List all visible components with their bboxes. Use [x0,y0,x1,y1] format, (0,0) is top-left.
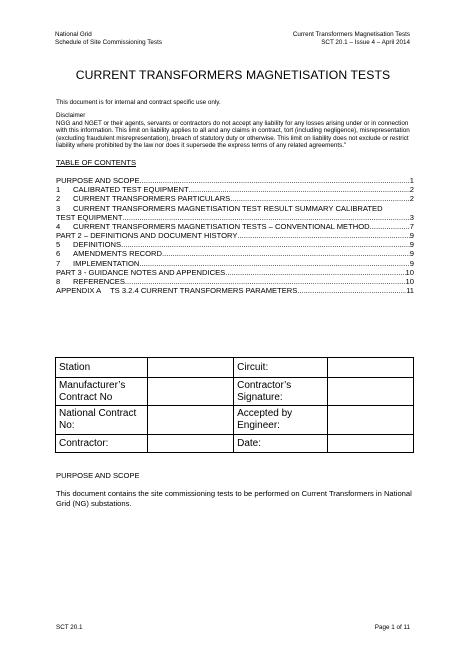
toc-page-number: 9 [409,258,414,268]
toc-entry-title: CALIBRATED TEST EQUIPMENT [73,185,189,195]
toc-entry[interactable] [56,277,414,286]
form-row [56,406,414,435]
header-right [293,31,410,47]
document-title: CURRENT TRANSFORMERS MAGNETISATION TESTS [75,68,391,82]
toc-page-number: 3 [409,212,414,222]
toc-entry[interactable] [56,185,414,194]
toc-entry-title: PART 2 – DEFINITIONS AND DOCUMENT HISTORY [56,231,238,241]
form-label: Date: [234,435,328,453]
toc-page-number: 2 [409,185,414,195]
toc-entry-number: 2 [56,194,61,204]
header-issue: SCT 20.1 – Issue 4 – April 2014 [321,39,410,46]
toc-entry-number: 1 [56,185,61,195]
toc-page-number: 9 [409,249,414,259]
toc-entry[interactable] [56,286,414,295]
form-label: National Contract No: [56,406,148,435]
toc-page-number: 2 [409,194,414,204]
toc-entry-title: CURRENT TRANSFORMERS PARTICULARS [73,194,231,204]
toc-entry-number: 6 [56,249,61,259]
form-label: Contractor’s Signature: [234,378,328,406]
toc-entry[interactable] [56,231,414,240]
toc-entry-label [56,231,237,240]
internal-use-note: This document is for internal and contract specific use only. [56,99,221,106]
toc-entry-label [56,176,140,185]
toc-entry[interactable] [56,176,414,185]
form-value-field[interactable] [148,358,234,378]
toc-entry[interactable] [56,250,414,259]
toc-leader-dots [123,213,410,222]
toc-entry-title: PURPOSE AND SCOPE [56,175,140,185]
toc-page-number: 11 [406,286,414,296]
toc-leader-dots [370,222,410,231]
toc-page-number: 10 [405,267,414,277]
toc-entry[interactable] [56,240,414,249]
disclaimer-body: NGG and NGET or their agents, servants or contractors do not accept any liability for any losses arising under or in connection with this information. This limit on liability applies to all and any claims in contract, tort (including negligence), misrepresentation (excluding fraudulent misrepresentation), breach of statutory duty or otherwise. This limit on liability does not exclude or restrict liability where prohibited by the law nor does it supersede the express terms of any related agreements." [56,119,410,150]
toc-entry-number: APPENDIX A [56,286,102,296]
form-value-field[interactable] [328,406,414,435]
toc-leader-dots [225,268,405,277]
header-doc-title: Current Transformers Magnetisation Tests [292,31,410,38]
toc-page-number: 7 [409,221,414,231]
form-value-field[interactable] [148,406,234,435]
site-details-form [55,357,414,453]
toc-entry-label [56,249,162,258]
form-label: Accepted by Engineer: [234,406,328,435]
form-row [56,435,414,453]
form-label: Contractor: [56,435,148,453]
toc-entry-label [56,185,189,194]
toc-leader-dots [140,176,410,185]
toc-entry-title: AMENDMENTS RECORD [73,249,163,259]
footer-doc-code: SCT 20.1 [56,624,83,631]
toc-leader-dots [125,277,406,286]
toc-entry-title: IMPLEMENTATION [73,258,140,268]
toc-page-number: 9 [409,231,414,241]
toc-entry-label [56,194,230,203]
toc-entry[interactable] [56,259,414,268]
form-label: Station [56,358,148,378]
header-doc-series: Schedule of Site Commissioning Tests [55,39,162,46]
toc-leader-dots [189,185,410,194]
disclaimer [56,112,412,150]
form-value-field[interactable] [328,378,414,406]
toc-entry-title: REFERENCES [73,277,125,287]
toc-entry-label [56,286,297,295]
toc-entry-label [56,259,139,268]
form-label: Circuit: [234,358,328,378]
table-of-contents [56,176,414,295]
form-value-field[interactable] [328,435,414,453]
toc-entry-label [56,240,121,249]
form-row [56,378,414,406]
toc-leader-dots [237,231,409,240]
toc-leader-dots [230,194,410,203]
toc-leader-dots [121,240,410,249]
form-value-field[interactable] [148,435,234,453]
toc-entry-title-continued: TEST EQUIPMENT [56,212,123,222]
toc-entry-title: DEFINITIONS [73,240,122,250]
toc-entry[interactable] [56,194,414,203]
toc-entry-line[interactable] [56,204,414,213]
toc-entry-number: 4 [56,221,61,231]
toc-entry[interactable] [56,222,414,231]
toc-entry-number: 3 [56,203,61,213]
toc-page-number: 10 [405,277,414,287]
form-value-field[interactable] [148,378,234,406]
toc-leader-dots [297,286,406,295]
form-value-field[interactable] [328,358,414,378]
purpose-heading: PURPOSE AND SCOPE [56,471,140,480]
toc-entry-title: CURRENT TRANSFORMERS MAGNETISATION TESTS – CONVENTIONAL METHOD [73,221,370,231]
toc-entry-number: 7 [56,258,61,268]
toc-entry-title: CURRENT TRANSFORMERS MAGNETISATION TEST RESULT SUMMARY CALIBRATED [73,203,383,213]
toc-entry[interactable] [56,213,414,222]
toc-leader-dots [162,249,410,258]
toc-entry-number: 8 [56,277,61,287]
form-label: Manufacturer’s Contract No [56,378,148,406]
toc-entry[interactable] [56,268,414,277]
toc-entry-label [56,277,125,286]
toc-entry-number: 5 [56,240,61,250]
form-row [56,358,414,378]
toc-entry-label [56,268,225,277]
header-org: National Grid [55,31,92,38]
header-left [55,31,162,47]
toc-page-number: 9 [409,240,414,250]
toc-leader-dots [139,259,409,268]
toc-entry-label [56,222,370,231]
disclaimer-heading: Disclaimer [56,112,86,119]
toc-entry-title: PART 3 - GUIDANCE NOTES AND APPENDICES [56,267,226,277]
toc-heading: TABLE OF CONTENTS [56,158,137,167]
footer-page-number: Page 1 of 11 [374,624,410,631]
toc-entry-title: TS 3.2.4 CURRENT TRANSFORMERS PARAMETERS [110,286,298,296]
toc-page-number: 1 [409,175,414,185]
purpose-body: This document contains the site commissioning tests to be performed on Current Transformers in National Grid (NG) substations. [56,489,412,508]
